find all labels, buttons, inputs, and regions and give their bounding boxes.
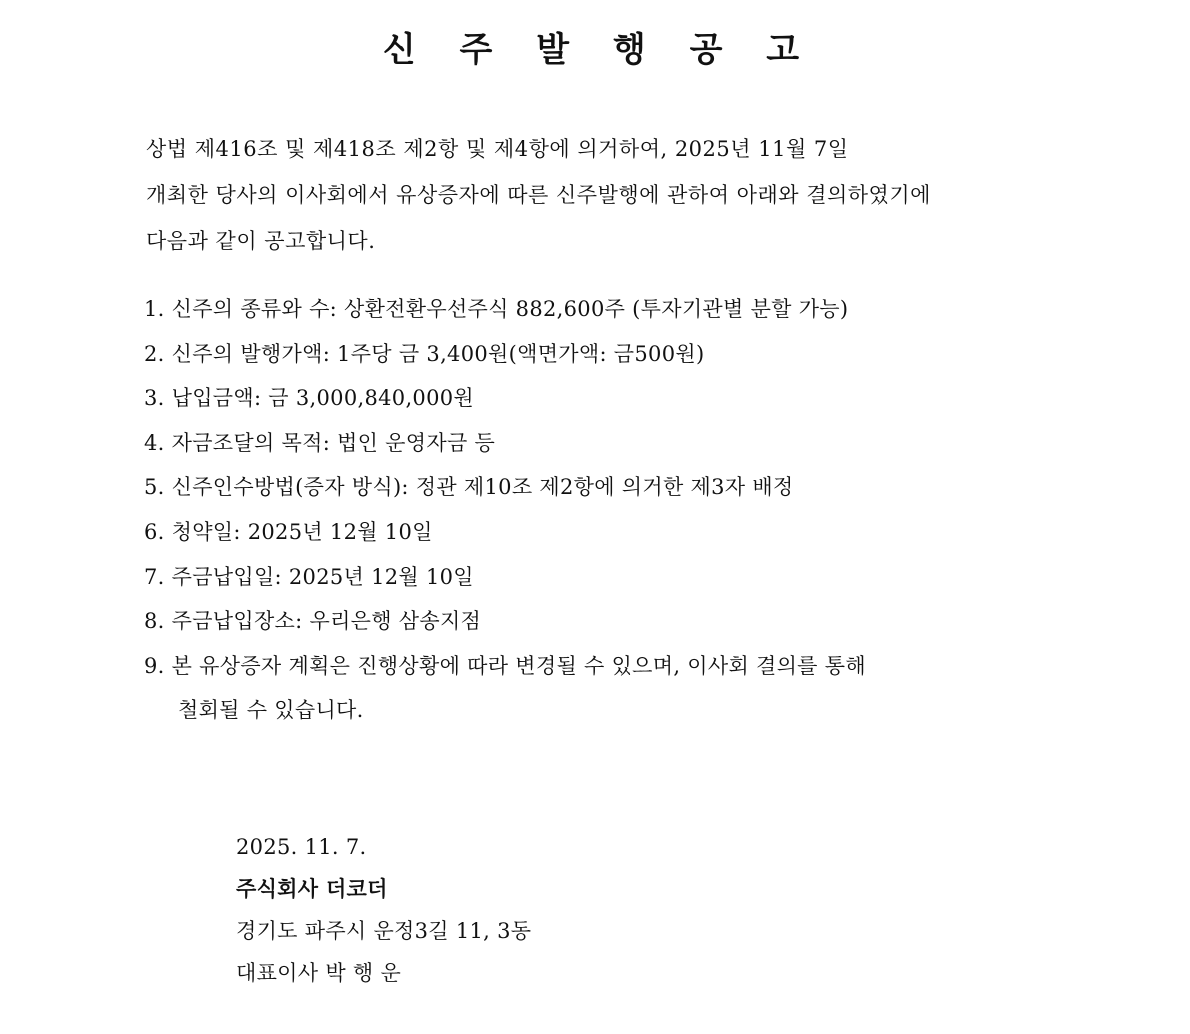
- list-item: 2. 신주의 발행가액: 1주당 금 3,400원(액면가액: 금500원): [144, 341, 705, 366]
- list-item: 8. 주금납입장소: 우리은행 삼송지점: [144, 609, 482, 634]
- list-item-continuation: 철회될 수 있습니다.: [178, 698, 364, 723]
- intro-line: 개최한 당사의 이사회에서 유상증자에 따른 신주발행에 관하여 아래와 결의하였기에: [146, 183, 931, 207]
- list-item: 1. 신주의 종류와 수: 상환전환우선주식 882,600주 (투자기관별 분할 가능): [144, 297, 849, 321]
- company-name: 주식회사 더코더: [236, 876, 388, 901]
- list-item: 6. 청약일: 2025년 12월 10일: [144, 519, 433, 544]
- issuance-terms-list: [144, 287, 1044, 733]
- intro-line: 상법 제416조 및 제418조 제2항 및 제4항에 의거하여, 2025년 11월 7일: [146, 137, 849, 161]
- list-item: 7. 주금납입일: 2025년 12월 10일: [144, 564, 474, 589]
- list-item: 3. 납입금액: 금 3,000,840,000원: [144, 386, 474, 411]
- document-title: 신 주 발 행 공 고: [382, 30, 816, 70]
- intro-paragraph: [146, 126, 1066, 264]
- company-address: 경기도 파주시 운정3길 11, 3동: [236, 919, 532, 943]
- intro-line: 다음과 같이 공고합니다.: [146, 229, 376, 253]
- list-item: 5. 신주인수방법(증자 방식): 정관 제10조 제2항에 의거한 제3자 배정: [144, 475, 794, 500]
- representative-name: 대표이사 박 행 운: [236, 961, 402, 985]
- notice-date: 2025. 11. 7.: [236, 835, 367, 859]
- list-item: 9. 본 유상증자 계획은 진행상황에 따라 변경될 수 있으며, 이사회 결의를 통해: [144, 653, 866, 678]
- list-item: 4. 자금조달의 목적: 법인 운영자금 등: [144, 430, 496, 455]
- signature-block: [236, 826, 836, 994]
